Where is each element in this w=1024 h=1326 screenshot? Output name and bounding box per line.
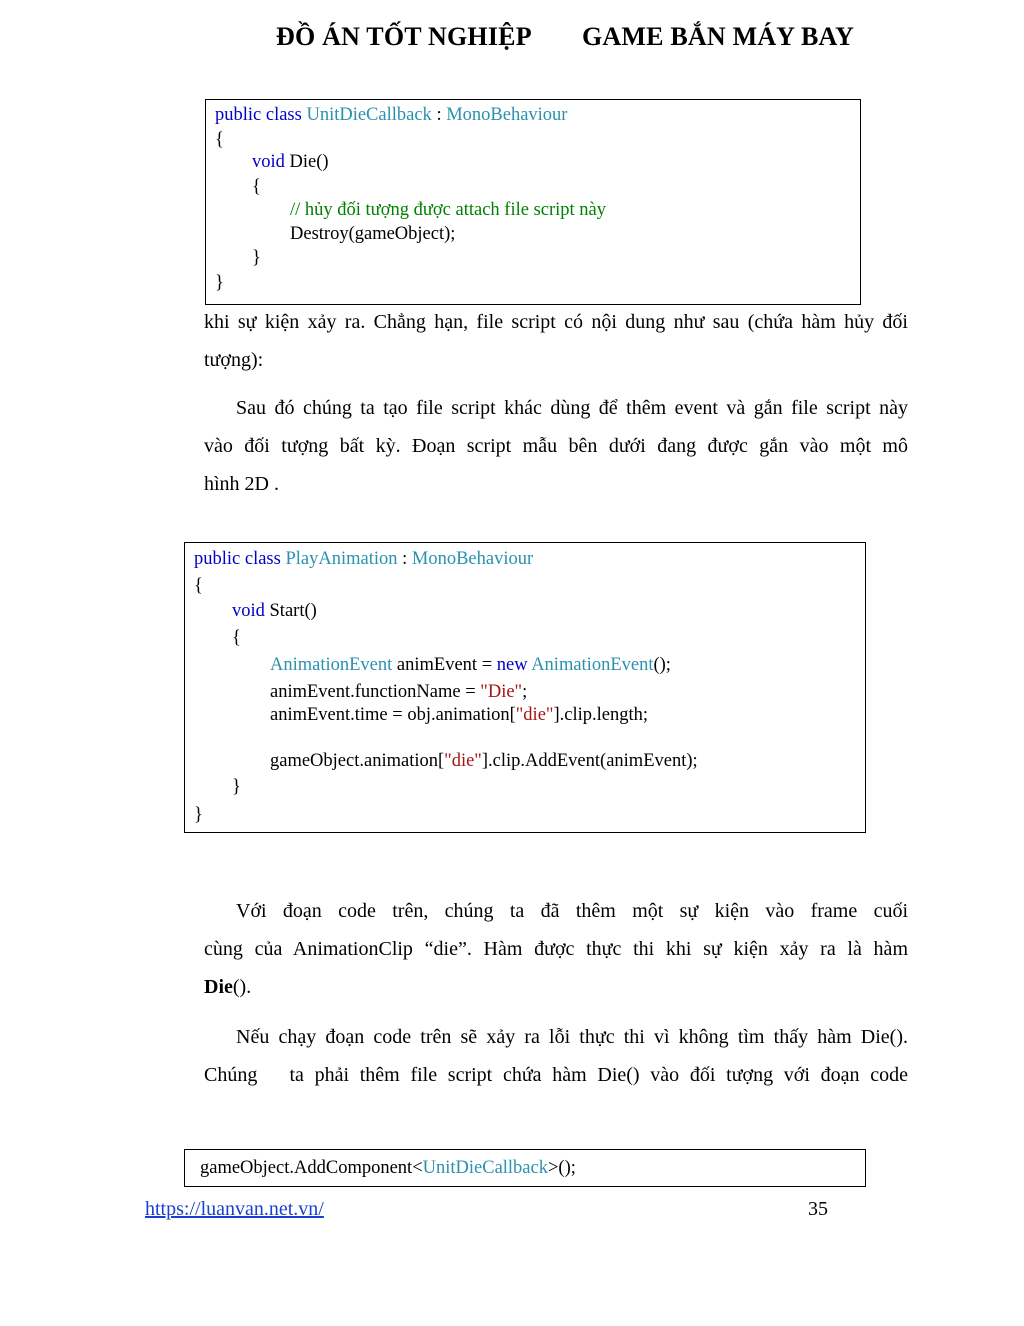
code-line	[270, 749, 698, 773]
paragraph-text: ().	[232, 976, 252, 998]
code-line	[270, 680, 527, 704]
code-text: ();	[653, 655, 671, 675]
code-text: animEvent.time = obj.animation[	[270, 705, 516, 725]
paragraph-line	[204, 968, 251, 1006]
code-line	[215, 103, 567, 127]
code-string: "Die"	[480, 682, 523, 702]
code-line	[232, 599, 317, 623]
paragraph-line: Chúng ta phải thêm file script chứa hàm Die() vào đối tượng với đoạn code	[204, 1064, 908, 1086]
code-text: :	[431, 105, 447, 125]
code-keyword: void	[252, 152, 285, 172]
page-number: 35	[808, 1198, 828, 1220]
code-line: {	[194, 576, 203, 596]
code-line	[252, 150, 329, 174]
function-name-bold: Die	[204, 976, 233, 998]
header-thesis-title: ĐỒ ÁN TỐT NGHIỆP	[276, 22, 532, 51]
code-text: animEvent =	[392, 655, 497, 675]
code-line: }	[252, 248, 261, 268]
code-text: :	[397, 549, 412, 569]
paragraph-line: hình 2D .	[204, 473, 279, 495]
code-line	[270, 653, 671, 677]
code-keyword: public class	[194, 549, 281, 569]
code-line: Destroy(gameObject);	[290, 224, 456, 244]
code-line: {	[215, 130, 224, 150]
code-text: Die()	[284, 152, 329, 172]
code-text: ;	[522, 682, 528, 702]
code-text: gameObject.AddComponent<	[200, 1158, 423, 1178]
code-keyword: public class	[215, 105, 302, 125]
header-project-title: GAME BẮN MÁY BAY	[582, 22, 855, 51]
code-line	[270, 703, 648, 727]
code-type: PlayAnimation	[285, 549, 398, 569]
code-line: }	[215, 273, 224, 293]
code-keyword: new	[496, 655, 528, 675]
code-type: AnimationEvent	[531, 655, 654, 675]
code-keyword: void	[232, 601, 265, 621]
code-type: MonoBehaviour	[411, 549, 534, 569]
code-comment: // hủy đối tượng được attach file script này	[290, 200, 607, 220]
code-block-add-component	[184, 1149, 866, 1187]
code-line	[194, 547, 533, 571]
paragraph-line: cùng của AnimationClip “die”. Hàm được thực thi khi sự kiện xảy ra là hàm	[204, 938, 908, 960]
code-type: AnimationEvent	[270, 655, 393, 675]
code-text: Start()	[264, 601, 317, 621]
code-type: UnitDieCallback	[306, 105, 432, 125]
code-block-unit-die-callback	[205, 99, 861, 305]
code-type: MonoBehaviour	[446, 105, 568, 125]
code-type: UnitDieCallback	[422, 1158, 548, 1178]
paragraph-line: Sau đó chúng ta tạo file script khác dùng để thêm event và gắn file script này	[236, 397, 908, 419]
code-line: }	[194, 805, 203, 825]
footer-link[interactable]: https://luanvan.net.vn/	[145, 1198, 324, 1220]
paragraph-line: Nếu chạy đoạn code trên sẽ xảy ra lỗi thực thi vì không tìm thấy hàm Die().	[236, 1026, 908, 1048]
code-text: ].clip.length;	[553, 705, 649, 725]
code-block-play-animation	[184, 542, 866, 833]
code-line: }	[232, 777, 241, 797]
code-string: "die"	[515, 705, 554, 725]
paragraph-line: Với đoạn code trên, chúng ta đã thêm một sự kiện vào frame cuối	[236, 900, 908, 922]
paragraph-line: tượng):	[204, 349, 264, 371]
code-line: {	[252, 177, 261, 197]
paragraph-line: vào đối tượng bất kỳ. Đoạn script mẫu bên dưới đang được gắn vào một mô	[204, 435, 908, 457]
code-text: ].clip.AddEvent(animEvent);	[481, 751, 698, 771]
code-text: gameObject.animation[	[270, 751, 445, 771]
page-header	[0, 22, 1024, 58]
code-text: >();	[547, 1158, 576, 1178]
code-text: animEvent.functionName =	[270, 682, 481, 702]
code-line	[200, 1156, 576, 1180]
code-string: "die"	[444, 751, 482, 771]
paragraph-line: khi sự kiện xảy ra. Chẳng hạn, file script có nội dung như sau (chứa hàm hủy đối	[204, 311, 908, 333]
code-line: {	[232, 628, 241, 648]
